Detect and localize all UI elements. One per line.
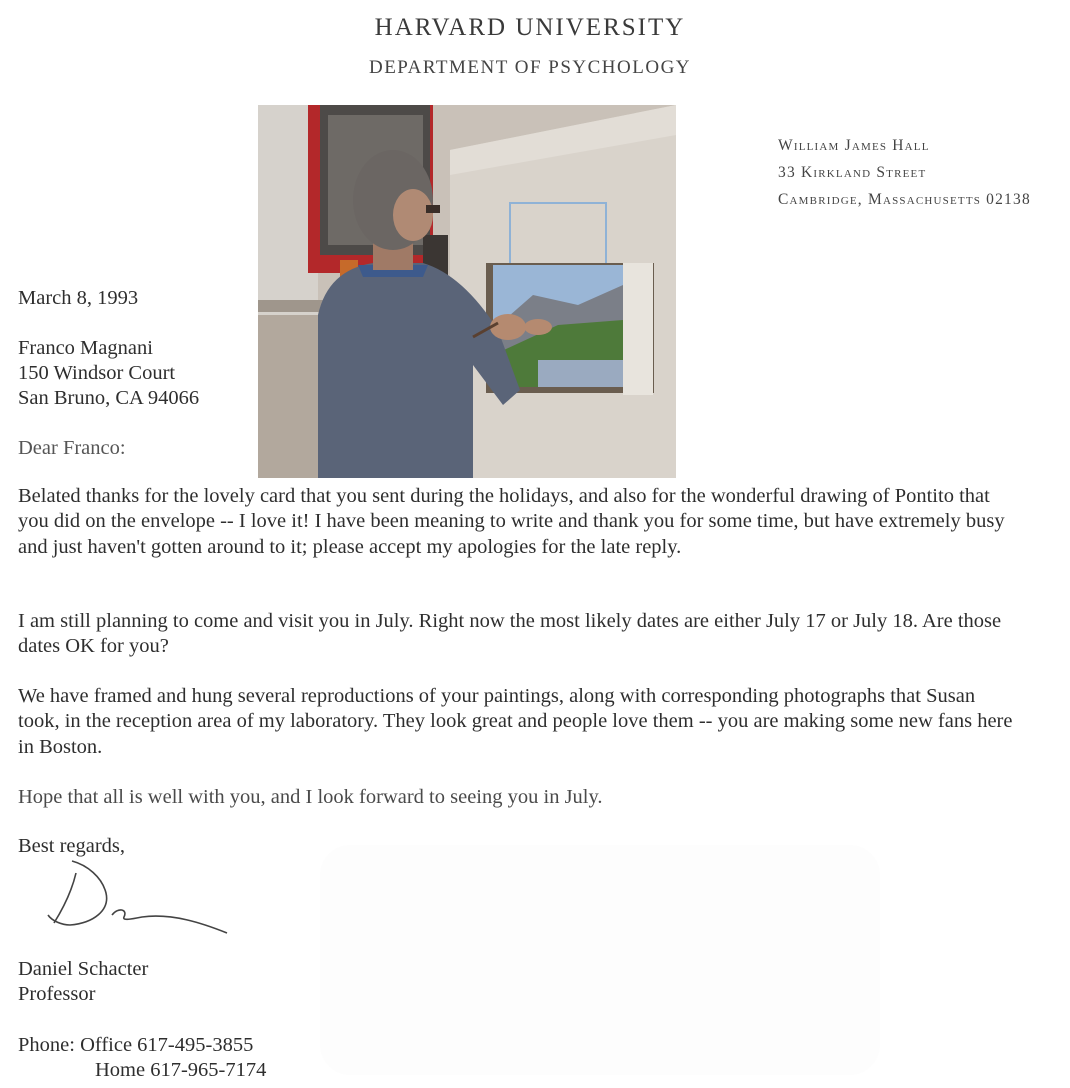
address-line-2: 33 Kirkland Street (778, 164, 927, 181)
signer-title: Professor (18, 983, 96, 1005)
signer-name: Daniel Schacter (18, 958, 149, 980)
handwritten-signature (42, 855, 242, 945)
body-paragraph-4: Hope that all is well with you, and I look forward to seeing you in July. (18, 786, 603, 808)
recipient-city: San Bruno, CA 94066 (18, 387, 200, 409)
phone-home: Home 617-965-7174 (95, 1059, 267, 1081)
address-line-1: William James Hall (778, 137, 930, 154)
whiteout-area (320, 845, 880, 1075)
address-line-3: Cambridge, Massachusetts 02138 (778, 191, 1031, 208)
phone-office: Phone: Office 617-495-3855 (18, 1034, 254, 1056)
recipient-street: 150 Windsor Court (18, 362, 176, 384)
letterhead-university: HARVARD UNIVERSITY (374, 14, 686, 41)
salutation: Dear Franco: (18, 437, 126, 459)
photo-painter-at-easel (258, 105, 676, 478)
body-paragraph-3: We have framed and hung several reproductions of your paintings, along with corresponding photographs that Susan took, in the reception area of my laboratory. They look great and people love them -- you are making some new fans here in Boston. (18, 685, 1013, 758)
closing: Best regards, (18, 835, 126, 857)
letterhead-department: DEPARTMENT OF PSYCHOLOGY (368, 57, 692, 78)
letter-date: March 8, 1993 (18, 287, 139, 309)
body-paragraph-2: I am still planning to come and visit you in July. Right now the most likely dates are either July 17 or July 18. Are those dates OK for you? (18, 610, 1002, 658)
body-paragraph-1: Belated thanks for the lovely card that you sent during the holidays, and also for the wonderful drawing of Pontito that you did on the envelope -- I love it! I have been meaning to write and thank you for some time, but have extremely busy and just haven't gotten around to it; please accept my apologies for the late reply. (18, 485, 1005, 558)
recipient-name: Franco Magnani (18, 337, 153, 359)
